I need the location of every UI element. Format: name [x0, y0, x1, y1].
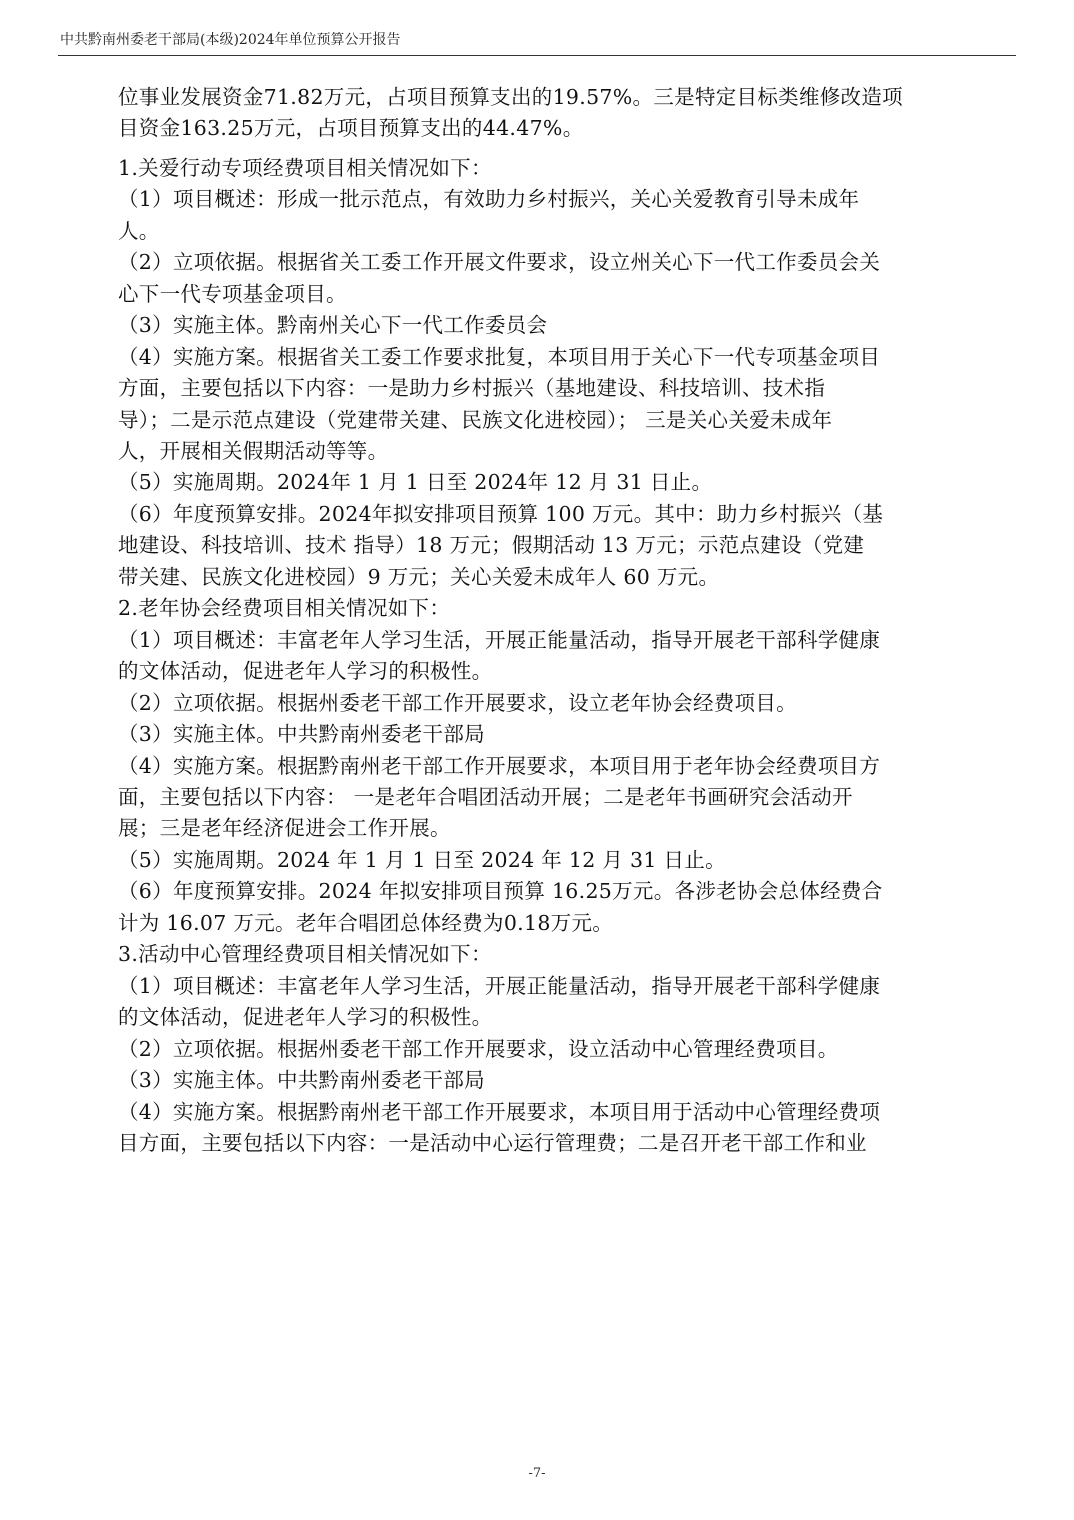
text-line: （1）项目概述：丰富老年人学习生活，开展正能量活动，指导开展老干部科学健康	[118, 627, 881, 652]
text-line: 目资金163.25万元，占项目预算支出的44.47%。	[118, 116, 584, 141]
text-line: 导）；二是示范点建设（党建带关建、民族文化进校园）； 三是关心关爱未成年	[118, 407, 833, 432]
text-line: 展；三是老年经济促进会工作开展。	[118, 816, 451, 841]
text-line: 面，主要包括以下内容： 一是老年合唱团活动开展；二是老年书画研究会活动开	[118, 784, 853, 809]
text-line: 人，开展相关假期活动等等。	[118, 438, 389, 463]
text-line: 心下一代专项基金项目。	[118, 281, 347, 306]
text-line: （1）项目概述：形成一批示范点，有效助力乡村振兴，关心关爱教育引导未成年	[118, 187, 860, 212]
header-title: 中共黔南州委老干部局(本级)2024年单位预算公开报告	[60, 32, 401, 48]
text-line: 人。	[118, 218, 160, 243]
page-header	[58, 22, 1016, 56]
text-line: 带关建、民族文化进校园）9 万元；关心关爱未成年人 60 万元。	[118, 564, 720, 589]
text-line: （5）实施周期。2024年 1 月 1 日至 2024年 12 月 31 日止。	[118, 470, 713, 495]
section-heading: 1.关爱行动专项经费项目相关情况如下：	[118, 155, 492, 180]
text-line: （2）立项依据。根据省关工委工作开展文件要求，设立州关心下一代工作委员会关	[118, 250, 881, 275]
text-line: （3）实施主体。中共黔南州委老干部局	[118, 1068, 485, 1093]
text-line: 方面，主要包括以下内容：一是助力乡村振兴（基地建设、科技培训、技术指	[118, 376, 826, 401]
text-line: 计为 16.07 万元。老年合唱团总体经费为0.18万元。	[118, 910, 614, 935]
text-line: （4）实施方案。根据黔南州老干部工作开展要求，本项目用于老年协会经费项目方	[118, 753, 881, 778]
document-body	[118, 82, 958, 1159]
text-line: 地建设、科技培训、技术 指导）18 万元；假期活动 13 万元；示范点建设（党建	[118, 533, 865, 558]
text-line: （1）项目概述：丰富老年人学习生活，开展正能量活动，指导开展老干部科学健康	[118, 973, 881, 998]
text-line: （4）实施方案。根据省关工委工作要求批复，本项目用于关心下一代专项基金项目	[118, 344, 881, 369]
text-line: 目方面，主要包括以下内容：一是活动中心运行管理费；二是召开老干部工作和业	[118, 1130, 867, 1155]
text-line: （2）立项依据。根据州委老干部工作开展要求，设立活动中心管理经费项目。	[118, 1036, 839, 1061]
text-line: 的文体活动，促进老年人学习的积极性。	[118, 1005, 493, 1030]
text-line: （5）实施周期。2024 年 1 月 1 日至 2024 年 12 月 31 日止。	[118, 847, 726, 872]
text-line: （4）实施方案。根据黔南州老干部工作开展要求，本项目用于活动中心管理经费项	[118, 1099, 881, 1124]
text-line: （6）年度预算安排。2024年拟安排项目预算 100 万元。其中：助力乡村振兴（基	[118, 501, 884, 526]
page-number: -7-	[528, 1466, 546, 1481]
text-line: （6）年度预算安排。2024 年拟安排项目预算 16.25万元。各涉老协会总体经费合	[118, 879, 883, 904]
section-heading: 2.老年协会经费项目相关情况如下：	[118, 596, 451, 621]
text-line: 的文体活动，促进老年人学习的积极性。	[118, 659, 493, 684]
text-line: （2）立项依据。根据州委老干部工作开展要求，设立老年协会经费项目。	[118, 690, 797, 715]
text-line: （3）实施主体。中共黔南州委老干部局	[118, 722, 485, 747]
text-line: 位事业发展资金71.82万元，占项目预算支出的19.57%。三是特定目标类维修改造项	[118, 85, 903, 109]
section-heading: 3.活动中心管理经费项目相关情况如下：	[118, 942, 492, 967]
text-line: （3）实施主体。黔南州关心下一代工作委员会	[118, 313, 548, 338]
